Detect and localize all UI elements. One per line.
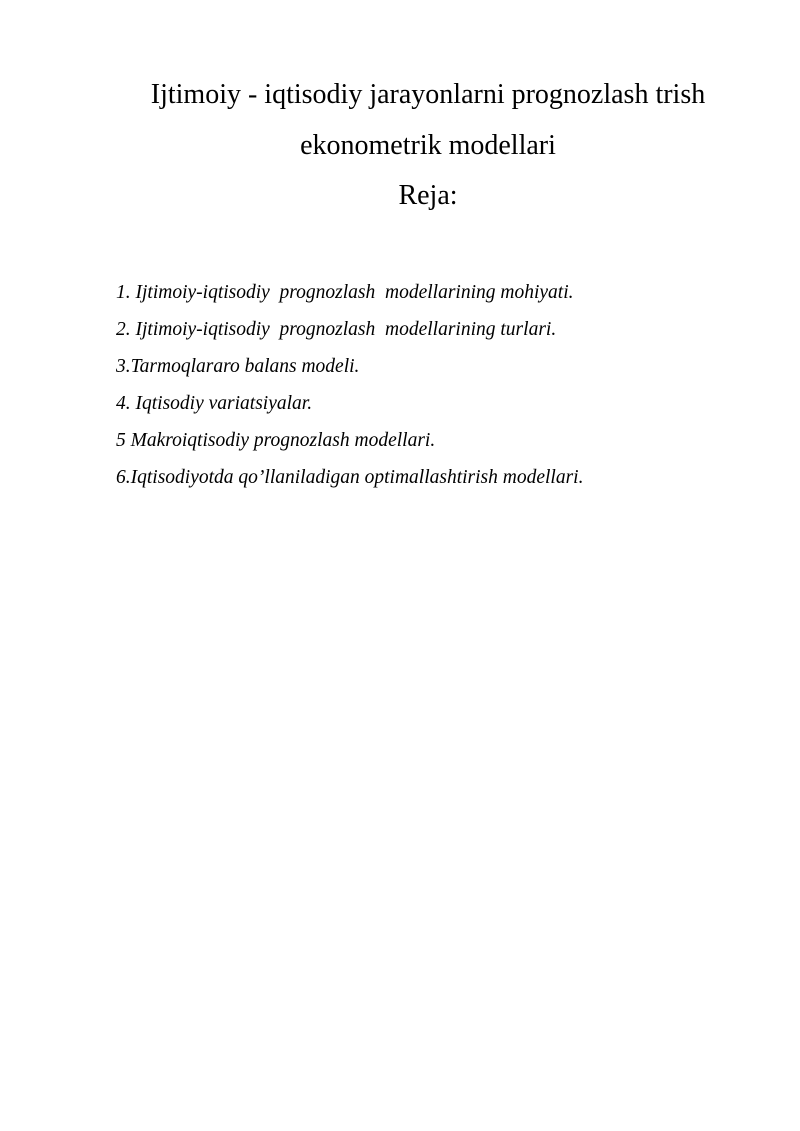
document-title-line-1: Ijtimoiy - iqtisodiy jarayonlarni prognozlash trish [150,79,706,110]
plan-item-5: 5 Makroiqtisodiy prognozlash modellari. [116,430,436,451]
plan-item-4: 4. Iqtisodiy variatsiyalar. [116,393,313,414]
plan-item-1: 1. Ijtimoiy-iqtisodiy prognozlash modellarining mohiyati. [116,282,574,303]
plan-heading: Reja: [398,180,458,211]
plan-list [116,280,583,502]
plan-item-6: 6.Iqtisodiyotda qo’llaniladigan optimallashtirish modellari. [116,467,584,488]
plan-item-3: 3.Tarmoqlararo balans modeli. [116,356,360,377]
document-title-line-2: ekonometrik modellari [300,130,556,161]
plan-item-2: 2. Ijtimoiy-iqtisodiy prognozlash modellarining turlari. [116,319,557,340]
